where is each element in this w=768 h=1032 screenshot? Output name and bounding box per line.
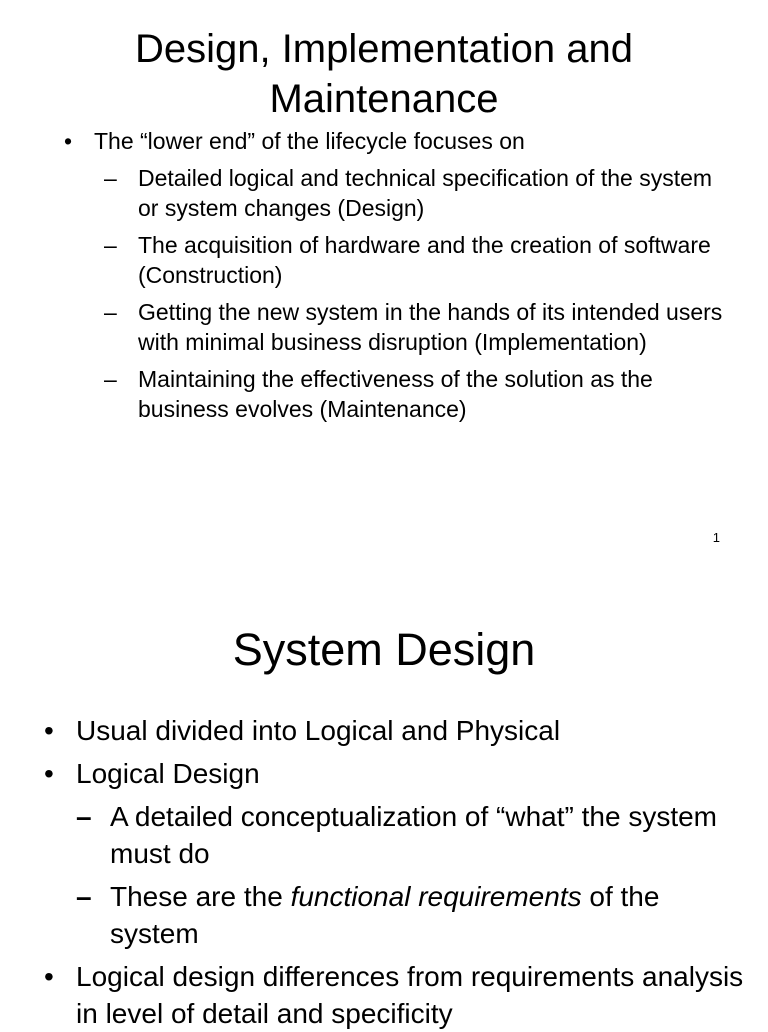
slide-2-title: System Design bbox=[232, 624, 536, 675]
bullet-lower-end bbox=[64, 126, 734, 424]
sub-bullet-implementation: – Getting the new system in the hands of its intended users with minimal business disruption (Implementation) bbox=[104, 297, 734, 357]
sub-bullet-construction: – The acquisition of hardware and the creation of software (Construction) bbox=[104, 230, 734, 290]
bullet-logical-physical: • Usual divided into Logical and Physical bbox=[44, 712, 744, 749]
functional-text-before: These are the bbox=[110, 881, 291, 912]
sub-bullet-functional-requirements bbox=[76, 878, 744, 952]
slide-2 bbox=[0, 580, 768, 1029]
sub-bullet-design: – Detailed logical and technical specification of the system or system changes (Design) bbox=[104, 163, 734, 223]
logical-design-sub-list bbox=[76, 798, 744, 952]
slide-1-title-line-1: Design, Implementation and bbox=[134, 27, 634, 71]
bullet-logical-design-text: Logical Design bbox=[76, 758, 260, 789]
bullet-logical-vs-requirements: • Logical design differences from requirements analysis in level of detail and specificity bbox=[44, 958, 744, 1032]
slide-1-title-line-2: Maintenance bbox=[269, 77, 499, 121]
sub-bullet-conceptualization: – A detailed conceptualization of “what” the system must do bbox=[76, 798, 744, 872]
bullet-logical-design bbox=[44, 755, 744, 952]
lower-end-sub-list bbox=[94, 163, 734, 424]
slide-1-bullet-list bbox=[64, 126, 734, 431]
functional-text-after: of the system bbox=[110, 881, 660, 949]
slide-1-title bbox=[0, 24, 768, 124]
slide-2-bullet-list bbox=[44, 712, 744, 1032]
sub-bullet-maintenance: – Maintaining the effectiveness of the solution as the business evolves (Maintenance) bbox=[104, 364, 734, 424]
functional-requirements-emphasis: functional requirements bbox=[290, 881, 582, 912]
bullet-lower-end-text: The “lower end” of the lifecycle focuses on bbox=[94, 128, 525, 154]
page-number: 1 bbox=[712, 530, 720, 545]
